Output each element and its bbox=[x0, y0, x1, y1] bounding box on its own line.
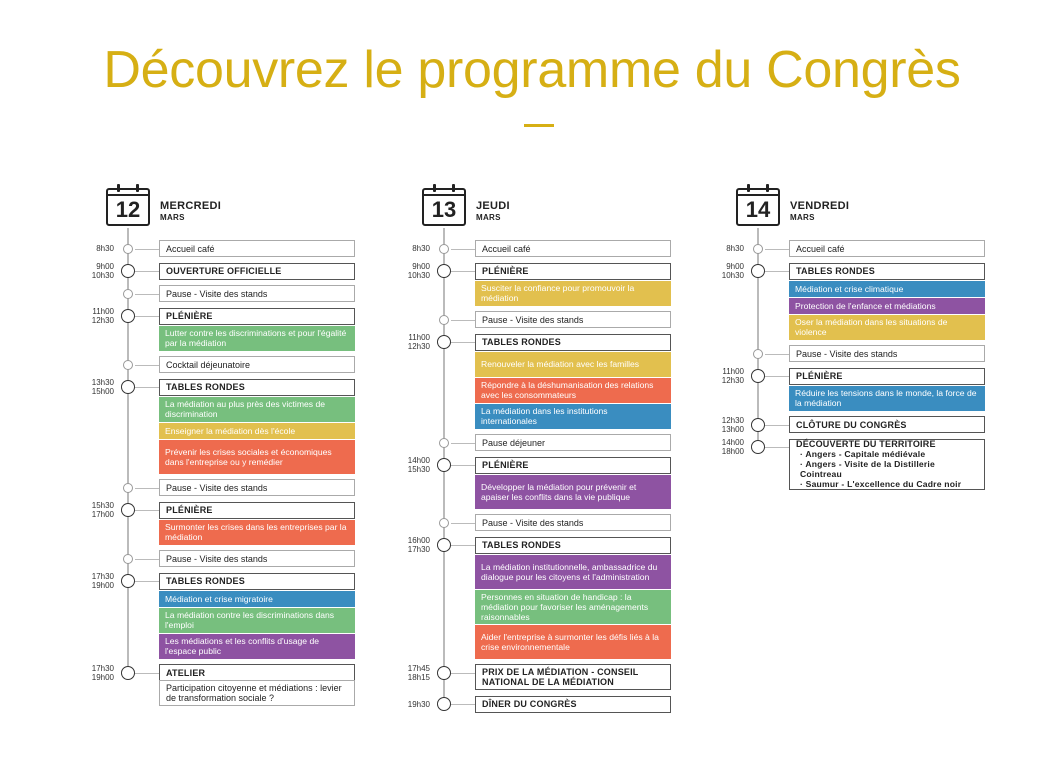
timeline-connector bbox=[135, 559, 159, 560]
session-topic: La médiation contre les discriminations dans l'emploi bbox=[159, 608, 355, 633]
session-title: DÉCOUVERTE DU TERRITOIRE bbox=[796, 439, 936, 449]
event-time: 17h30 19h00 bbox=[91, 572, 114, 590]
excursion-item: · Angers - Capitale médiévale bbox=[800, 449, 926, 459]
event-box: Cocktail déjeunatoire bbox=[159, 356, 355, 373]
day-column-jeudi bbox=[374, 180, 659, 740]
session-heading: OUVERTURE OFFICIELLE bbox=[159, 263, 355, 280]
timeline-node-small bbox=[123, 244, 133, 254]
day-number: 13 bbox=[431, 197, 457, 222]
event-time: 8h30 bbox=[412, 244, 430, 253]
event-box: Accueil café bbox=[475, 240, 671, 257]
session-topic: Renouveler la médiation avec les familles bbox=[475, 352, 671, 377]
session-heading: PRIX DE LA MÉDIATION - CONSEIL NATIONAL DE LA MÉDIATION bbox=[475, 664, 671, 690]
timeline-connector bbox=[135, 673, 159, 674]
timeline-connector bbox=[451, 465, 475, 466]
event-box: Accueil café bbox=[159, 240, 355, 257]
session-heading: PLÉNIÈRE bbox=[475, 457, 671, 474]
day-number: 12 bbox=[115, 197, 141, 222]
timeline-connector bbox=[765, 376, 789, 377]
calendar-icon bbox=[106, 188, 150, 226]
timeline-node bbox=[751, 264, 765, 278]
timeline-node bbox=[437, 538, 451, 552]
event-time: 9h00 10h30 bbox=[91, 262, 114, 280]
timeline-connector bbox=[135, 271, 159, 272]
calendar-icon bbox=[736, 188, 780, 226]
event-box: Pause - Visite des stands bbox=[159, 550, 355, 567]
timeline-connector bbox=[135, 488, 159, 489]
timeline-node bbox=[121, 666, 135, 680]
session-heading: PLÉNIÈRE bbox=[159, 308, 355, 325]
timeline-connector bbox=[765, 354, 789, 355]
event-time: 19h30 bbox=[407, 699, 430, 709]
session-topic: Prévenir les crises sociales et économiques dans l'entreprise ou y remédier bbox=[159, 440, 355, 474]
timeline-node-small bbox=[439, 438, 449, 448]
timeline-node-small bbox=[123, 483, 133, 493]
timeline-node bbox=[437, 335, 451, 349]
timeline-node-small bbox=[439, 315, 449, 325]
month-name: MARS bbox=[160, 213, 185, 222]
timeline-node bbox=[121, 309, 135, 323]
timeline-line bbox=[757, 228, 759, 447]
event-time: 9h00 10h30 bbox=[721, 262, 744, 280]
event-box: Participation citoyenne et médiations : levier de transformation sociale ? bbox=[159, 680, 355, 706]
timeline-connector bbox=[451, 320, 475, 321]
timeline-node bbox=[437, 458, 451, 472]
event-time: 14h00 15h30 bbox=[407, 456, 430, 474]
timeline-node bbox=[751, 440, 765, 454]
calendar-icon bbox=[422, 188, 466, 226]
event-box: Pause - Visite des stands bbox=[789, 345, 985, 362]
event-time: 14h00 18h00 bbox=[721, 438, 744, 456]
session-topic: Médiation et crise climatique bbox=[789, 281, 985, 297]
session-heading: DÎNER DU CONGRÈS bbox=[475, 696, 671, 713]
timeline-connector bbox=[135, 249, 159, 250]
timeline-connector bbox=[135, 510, 159, 511]
timeline-connector bbox=[135, 581, 159, 582]
session-heading: TABLES RONDES bbox=[789, 263, 985, 280]
month-name: MARS bbox=[476, 213, 501, 222]
session-topic: Protection de l'enfance et médiations bbox=[789, 298, 985, 314]
session-topic: Oser la médiation dans les situations de violence bbox=[789, 315, 985, 340]
timeline-node bbox=[121, 264, 135, 278]
session-topic: La médiation au plus près des victimes de discrimination bbox=[159, 397, 355, 422]
event-time: 15h30 17h00 bbox=[91, 501, 114, 519]
event-box: Pause - Visite des stands bbox=[159, 285, 355, 302]
event-time: 11h00 12h30 bbox=[91, 307, 114, 325]
timeline-connector bbox=[765, 271, 789, 272]
session-heading bbox=[789, 439, 985, 490]
day-name: VENDREDI bbox=[790, 200, 850, 212]
event-time: 8h30 bbox=[726, 244, 744, 253]
timeline-node bbox=[437, 697, 451, 711]
timeline-connector bbox=[451, 673, 475, 674]
timeline-connector bbox=[451, 249, 475, 250]
session-heading: TABLES RONDES bbox=[159, 379, 355, 396]
timeline-node-small bbox=[753, 349, 763, 359]
session-topic: Aider l'entreprise à surmonter les défis liés à la crise environnementale bbox=[475, 625, 671, 659]
session-heading: PLÉNIÈRE bbox=[475, 263, 671, 280]
day-column-vendredi bbox=[688, 180, 977, 740]
timeline-node bbox=[751, 418, 765, 432]
session-topic: Les médiations et les conflits d'usage de l'espace public bbox=[159, 634, 355, 659]
month-name: MARS bbox=[790, 213, 815, 222]
page-title: Découvrez le programme du Congrès bbox=[103, 41, 961, 99]
timeline-node-small bbox=[439, 244, 449, 254]
session-topic: La médiation dans les institutions internationales bbox=[475, 404, 671, 429]
session-topic: Répondre à la déshumanisation des relations avec les consommateurs bbox=[475, 378, 671, 403]
timeline-connector bbox=[765, 447, 789, 448]
session-topic: Réduire les tensions dans le monde, la force de la médiation bbox=[789, 386, 985, 411]
event-time: 8h30 bbox=[96, 244, 114, 253]
calendar-icon-bar bbox=[424, 194, 464, 196]
excursion-item: · Angers - Visite de la Distillerie Cointreau bbox=[800, 459, 935, 479]
day-number: 14 bbox=[745, 197, 771, 222]
day-column-mercredi bbox=[58, 180, 347, 740]
title-underline bbox=[524, 124, 554, 127]
event-time: 11h00 12h30 bbox=[721, 367, 744, 385]
timeline-node-small bbox=[439, 518, 449, 528]
event-box: Pause - Visite des stands bbox=[475, 311, 671, 328]
event-time: 9h00 10h30 bbox=[407, 262, 430, 280]
timeline-connector bbox=[451, 443, 475, 444]
event-time: 13h30 15h00 bbox=[91, 378, 114, 396]
timeline-node bbox=[121, 574, 135, 588]
event-time: 17h45 18h15 bbox=[407, 663, 430, 682]
timeline-connector bbox=[451, 271, 475, 272]
session-topic: Développer la médiation pour prévenir et apaiser les conflits dans la vie publique bbox=[475, 475, 671, 509]
timeline-node-small bbox=[123, 360, 133, 370]
session-heading: CLÔTURE DU CONGRÈS bbox=[789, 416, 985, 433]
calendar-icon-bar bbox=[738, 194, 778, 196]
event-time: 17h30 19h00 bbox=[91, 663, 114, 682]
event-box: Pause - Visite des stands bbox=[159, 479, 355, 496]
timeline-node-small bbox=[123, 554, 133, 564]
timeline-connector bbox=[451, 523, 475, 524]
session-topic: Susciter la confiance pour promouvoir la médiation bbox=[475, 281, 671, 306]
timeline-node-small bbox=[123, 289, 133, 299]
timeline-connector bbox=[135, 365, 159, 366]
event-box: Pause déjeuner bbox=[475, 434, 671, 451]
timeline-node bbox=[437, 264, 451, 278]
session-heading: PLÉNIÈRE bbox=[789, 368, 985, 385]
timeline-connector bbox=[451, 704, 475, 705]
timeline-node-small bbox=[753, 244, 763, 254]
timeline-connector bbox=[451, 545, 475, 546]
event-box: Accueil café bbox=[789, 240, 985, 257]
timeline-connector bbox=[451, 342, 475, 343]
event-box: Pause - Visite des stands bbox=[475, 514, 671, 531]
session-topic: Personnes en situation de handicap : la médiation pour favoriser les aménagements raisonnables bbox=[475, 590, 671, 624]
excursion-item: · Saumur - L'excellence du Cadre noir bbox=[800, 479, 962, 489]
session-topic: La médiation institutionnelle, ambassadrice du dialogue pour les citoyens et l'administration bbox=[475, 555, 671, 589]
timeline-connector bbox=[135, 387, 159, 388]
session-heading: TABLES RONDES bbox=[475, 334, 671, 351]
calendar-icon-bar bbox=[108, 194, 148, 196]
day-name: JEUDI bbox=[476, 200, 510, 212]
timeline-connector bbox=[765, 249, 789, 250]
session-heading: TABLES RONDES bbox=[475, 537, 671, 554]
event-time: 12h30 13h00 bbox=[721, 415, 744, 434]
day-name: MERCREDI bbox=[160, 200, 222, 212]
session-topic: Surmonter les crises dans les entreprises par la médiation bbox=[159, 520, 355, 545]
session-heading: TABLES RONDES bbox=[159, 573, 355, 590]
timeline-connector bbox=[135, 294, 159, 295]
session-heading: ATELIER bbox=[159, 664, 355, 681]
event-time: 11h00 12h30 bbox=[407, 333, 430, 351]
timeline-node bbox=[437, 666, 451, 680]
session-topic: Médiation et crise migratoire bbox=[159, 591, 355, 607]
session-topic: Lutter contre les discriminations et pour l'égalité par la médiation bbox=[159, 326, 355, 351]
timeline-node bbox=[121, 380, 135, 394]
timeline-connector bbox=[135, 316, 159, 317]
session-heading: PLÉNIÈRE bbox=[159, 502, 355, 519]
timeline-node bbox=[751, 369, 765, 383]
timeline-node bbox=[121, 503, 135, 517]
timeline-connector bbox=[765, 425, 789, 426]
session-topic: Enseigner la médiation dès l'école bbox=[159, 423, 355, 439]
event-time: 16h00 17h30 bbox=[407, 536, 430, 554]
